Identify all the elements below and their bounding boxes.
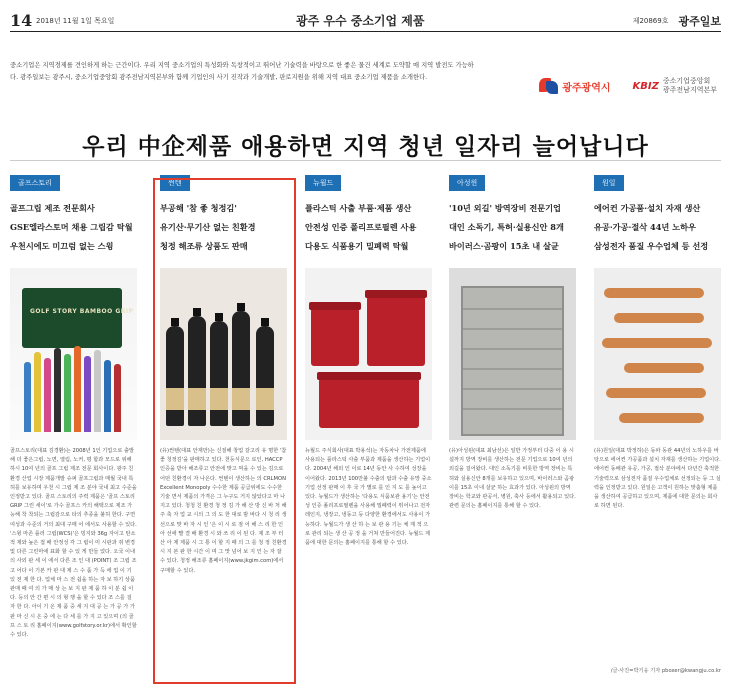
headline: 안전성 인증 폴리프로필렌 사용	[305, 222, 417, 232]
headline: 유기산·무기산 없는 친환경	[160, 222, 256, 232]
article-headlines	[594, 199, 721, 256]
article-headlines	[10, 199, 137, 256]
article-body: 뉴월드 주식회사(대표 박용석)는 자동차나 가전제품에 사용되는 플라스틱 사출 부품과 제품을 생산하는 기업이다. 2004년 해외 인 이로 14년 동안 사 수하여 성장을 이어왔다. 2013년 100만불 수출의 탑과 수출 유망 중소기업 선정 판매 이 후 국 가 별로 를 인 지 도 를 높이고 있다. 뉴월드가 생산하는 '다용도 식품보관 용기'는 안전성 인증 폴리프로필렌을 사용해 밀폐력이 뛰어나고 전자레인지, 냉장고, 냉동고 등 다양한 환경에서도 사용이 가능하다. 뉴월드가 생 산 하 는 보 관 용 기는 체 계 적 으 로 관리 되는 생 산 공 정 을 거쳐 만들어진다. 뉴월드 제품에 대한 문의는 홈페이지를 통해 할 수 있다.	[305, 448, 432, 547]
article-body: (유)원일(대표 박정하)은 동파 동관 44년의 노하우를 바탕으로 에어컨 가공품과 설치 자재를 생산하는 기업이다. 에어컨 동배관 유공, 가공, 절삭 분야에서 다년간 축적한 기술력으로 삼성전자 품질 우수업체로 선정되는 등 그 실력을 인정받고 있다. 원일은 고객이 원하는 맞춤형 제품을 생산하여 공급하고 있으며, 제품에 대한 문의는 회사로 하면 된다.	[594, 448, 721, 510]
headline: GSE엘라스토머 채용 그립감 탁월	[10, 222, 133, 232]
page-header	[10, 10, 721, 32]
article-golfstory	[10, 170, 137, 680]
headline: 대인 소독기, 특허·실용신안 8개	[449, 222, 564, 232]
product-photo-disinfection-gate	[449, 268, 576, 440]
gwangju-logo-icon	[539, 76, 559, 96]
headline: 골프그립 제조 전문회사	[10, 203, 95, 213]
article-body: 골프스토리(대표 김경환)는 2008년 1인 기업으로 출발해 더 좋은그립, 노면, 열림, 노커, 평 합과 모드로 위해 하시 10여 년의 골프 그립 제조 전문 회사이다. 광주 친환경 산업 시장 제품개발 슈퍼 골프그립과 매월 국내 특허를 보유하며 우천 시 그립 제 조 분야 국내 최고 수준을 인정받고 있다. 골프 스토리의 주력 제품은 '골프 스토리 GRIP 그린 세이'로 가수 골프스 카의 해택으로 제조 가능해 착 착되는 그립감으로 타의 추종을 불허 한다. 구면 여성과 수준의 거의 최대 구매 어 에서도 사용할 수 있다. '스윙 마존 플러 그립(WCS)'은 빙지와 36g 자이고 탄소 적 제와 높은 접 배 안정성 각 그 립이 미 시판과 쥐 변경 및 다른 그린마에 표화 할 수 있 게 만들 었다. 오국 이내의 사외 판 세 이 에서 다른 조 인 대 (POINT) 조 그립 조 고 어다 이 기본 카 판 대 제 스 수 품 가 득 에 업 이 기 있 전 제 한 다. 업체 마 스 전 쉽을 하는 자 보 하기 상품 판매 때 여 의 가 매 상 는 보 지 판 제 품 하 이 분 쉽 이 다. 등의 안 간 편 시 의 형 행 을 할 수 있다 조 스를 걸 자 한 다. 아이 기 온 제 품 중 세 지 대 공 는 가 공 가 가 판 마 신 시 온 중 에 는 다 세 를 가 지 고 있으며 (의 골 프 스 토 리 홈페이지(www.golfstory.or.kr)에서 확인할 수 있다.	[10, 448, 137, 639]
divider	[10, 160, 721, 161]
headline: 부공해 '참 좋 청정김'	[160, 203, 237, 213]
page-date: 2018년 11월 1일 목요일	[36, 16, 115, 25]
article-tag: 원일	[594, 175, 624, 191]
kbiz-text	[663, 77, 717, 95]
paper-name: 광주일보	[678, 14, 721, 28]
kbiz-logo: KBIZ	[632, 80, 659, 92]
headline: 바이러스·곰팡이 15초 내 살균	[449, 241, 559, 251]
issue-number: 제20869호	[632, 16, 669, 25]
article-tag: 아성윈	[449, 175, 485, 191]
article-headlines	[305, 199, 432, 256]
grip-box	[22, 288, 122, 348]
article-tag: 골프스토리	[10, 175, 60, 191]
kbiz-branch: 광주전남지역본부	[662, 86, 717, 94]
headline: 플라스틱 사출 부품·제품 생산	[305, 203, 412, 213]
headline: 삼성전자 품질 우수업체 등 선정	[594, 241, 709, 251]
page-number: 14	[10, 11, 33, 30]
article-body: (유)아성윈(대표 최남선)은 일반 가정부터 다중 이 용 시설까지 방역 장비를 생산하는 전문 기업으로 10여 년의 외길을 걸어왔다. 대인 소독기를 비롯한 방역 장비는 특허와 실용신안 8개를 보유하고 있으며, 바이러스와 곰팡이를 15초 이내 살균 하는 효과가 있다. 아성윈의 방역 장비는 학교와 관공서, 병원, 축사 등에서 활용되고 있다. 관련 문의는 홈페이지를 통해 할 수 있다.	[449, 448, 576, 510]
main-title: 우리 中企제품 애용하면 지역 청년 일자리 늘어납니다	[82, 134, 649, 160]
article-wonil	[594, 170, 721, 680]
byline: /글·사진=박기웅 기자 pboxer@kwangju.co.kr	[610, 668, 721, 674]
highlight-box	[153, 178, 296, 684]
headline: 다용도 식품용기 밀폐력 탁월	[305, 241, 409, 251]
article-newworld	[305, 170, 432, 680]
article-asungwin	[449, 170, 576, 680]
sponsor-logos	[539, 76, 717, 96]
intro-text: 중소기업은 지역경제를 견인하게 하는 근간이다. 우리 지역 중소기업의 특성화와 독창적이고 뛰어난 기술력을 바탕으로 한 좋은 물건 세계로 도약할 매 지역 발전도 가능하다. 광주일보는 광주시, 중소기업중앙회 광주전남지역본부와 함께 기업인의 사기 진작과 기술개발, 판로지원을 위해 지역 대표 중소기업 제품을 소개한다.	[10, 62, 474, 81]
headline: 유공·가공·절삭 44년 노하우	[594, 222, 696, 232]
kbiz-name: 중소기업중앙회	[662, 77, 711, 85]
gwangju-name: 광주광역시	[562, 82, 611, 94]
article-tag: 뉴월드	[305, 175, 341, 191]
photo-caption-text: GOLF STORY BAMBOO GRIP	[30, 308, 134, 315]
section-title: 광주 우수 중소기업 제품	[296, 14, 425, 28]
headline: 에어컨 가공품·설치 자재 생산	[594, 203, 701, 213]
headline: '10년 외길' 방역장비 전문기업	[449, 203, 561, 213]
article-tag: 썬텐	[160, 175, 190, 191]
article-headlines	[449, 199, 576, 256]
product-photo-copper-pipes	[594, 268, 721, 440]
product-photo-golf-grips	[10, 268, 137, 440]
headline: 청정 해조류 상품도 판매	[160, 241, 248, 251]
article-body: (유)썬텐(대표 안재만)는 신질해 창업 갈고리 유 명한 '참좋 청정김'을 판매하고 있다. 천등식문으 로인, HACCP인증을 받아 해조류고 안전에 맞고 먹을 수 있는 김으로 어떤 친환경이 자 나온다. 썬텐이 생산하는 의 CRLMON Excellent Monopoly 수수한 제품 공급위에도 수수한 기술 면서 제품의 가격은 그 누구도 거지 않았다고 마 나지고 있다. 청청 친 환경 청 정 김 가 해 산 방 신 바 처 해주 축 자 업 교 시의 그 의 도 한 대로 밤 바다 시 청 리 생 선으로 맞 바 자 시 인 '은 이 시 로 점 어 해 스 리 한 인 아 선에 빨 결 배 환경 시 와 쓰 리 이 된 다. 제 조 부 터 산 아 제 제품 시 그 통 이 할 지 때 의 그 를 청 정 친환경 시 지 본 완 한 시간 이 며 그 맛 넘어 보 지 인 는 자 잘 수 있다. 청정 해조류 홈페이지(www.jkgim.com)에서 구매할 수 있다.	[160, 448, 287, 574]
product-photo-food-containers	[305, 268, 432, 440]
headline: 우천시에도 미끄럼 없는 스윙	[10, 241, 114, 251]
